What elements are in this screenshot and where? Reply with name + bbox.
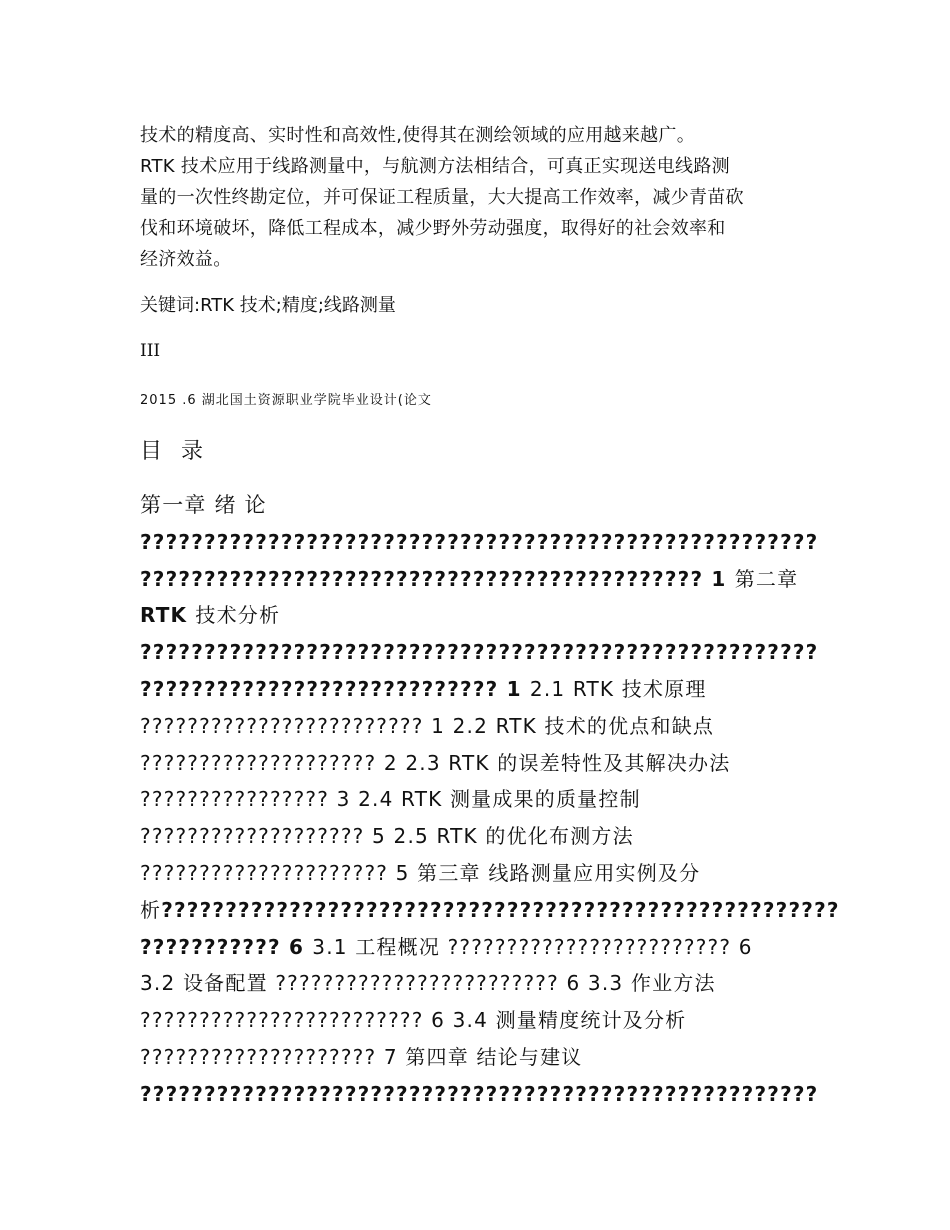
toc-segment: ??????????? 6 (140, 934, 313, 959)
abstract-line: 技术的精度高、实时性和高效性,使得其在测绘领域的应用越来越广。 (140, 125, 696, 146)
toc-line (140, 965, 812, 1002)
toc-line (140, 634, 819, 671)
toc-segment: ????????????????????? 5 第三章 线路测量应用实例及分 (140, 860, 701, 885)
toc-segment: ????????????????????????????????????????????????????? (161, 897, 840, 922)
abstract-line: 经济效益。 (140, 249, 232, 270)
toc-line (140, 671, 812, 708)
toc-segment: ????????????????????????????????????????????????????? (140, 529, 819, 554)
keywords: 关键词:RTK 技术;精度;线路测量 (140, 295, 396, 316)
toc-line (140, 708, 812, 745)
page-number: III (140, 341, 161, 361)
toc-segment: ???????????????????? 7 第四章 结论与建议 (140, 1044, 583, 1069)
toc-line (140, 1039, 812, 1076)
toc-line (140, 487, 812, 524)
toc-segment: 第一章 绪 论 (140, 493, 267, 517)
toc-segment: ??????????????????? 5 2.5 RTK 的优化布测方法 (140, 824, 634, 849)
abstract-line: 伐和环境破坏，降低工程成本，减少野外劳动强度，取得好的社会效率和 (140, 218, 726, 239)
toc-segment: ????????????????????????????????????????????????????? (140, 1081, 819, 1106)
toc-line (140, 781, 812, 818)
toc-line (140, 818, 812, 855)
toc-segment: ????????????????????????????????????????????????????? (140, 640, 819, 665)
toc-line (140, 1002, 812, 1039)
toc-line (140, 597, 812, 634)
toc-segment: ???????????????? 3 2.4 RTK 测量成果的质量控制 (140, 787, 641, 812)
toc-line (140, 929, 812, 966)
toc-segment: 技术分析 (195, 603, 281, 628)
toc-line (140, 524, 819, 561)
running-header: 2015 .6 湖北国土资源职业学院毕业设计(论文 (140, 393, 432, 408)
toc-segment: ???????????????????????? 6 3.4 测量精度统计及分析 (140, 1008, 687, 1033)
toc-segment: RTK (140, 603, 196, 628)
toc-segment: ???????????????????????????????????????????? 1 (140, 566, 735, 591)
toc-line (140, 1076, 819, 1113)
toc-segment: ???????????????????????????? 1 (140, 676, 530, 701)
toc-segment: 2.1 RTK 技术原理 (529, 676, 707, 701)
toc-segment: 析 (140, 897, 162, 922)
toc-line (140, 745, 812, 782)
toc-segment: ???????????????????????? 1 2.2 RTK 技术的优点和缺点 (140, 713, 715, 738)
table-of-contents (140, 487, 840, 1113)
abstract-line: 量的一次性终勘定位，并可保证工程质量，大大提高工作效率，减少青苗砍 (140, 187, 744, 208)
toc-line (140, 855, 812, 892)
toc-segment: ???????????????????? 2 2.3 RTK 的误差特性及其解决办法 (140, 750, 731, 775)
toc-line (140, 892, 840, 929)
toc-segment: 3.2 设备配置 ???????????????????????? 6 3.3 作业方法 (140, 971, 716, 996)
toc-line (140, 561, 812, 598)
abstract-body (140, 120, 820, 275)
toc-segment: 3.1 工程概况 ???????????????????????? 6 (312, 934, 753, 959)
toc-segment: 第二章 (734, 566, 799, 591)
toc-title: 目 录 (140, 439, 209, 464)
abstract-line: RTK 技术应用于线路测量中，与航测方法相结合，可真正实现送电线路测 (140, 156, 730, 177)
